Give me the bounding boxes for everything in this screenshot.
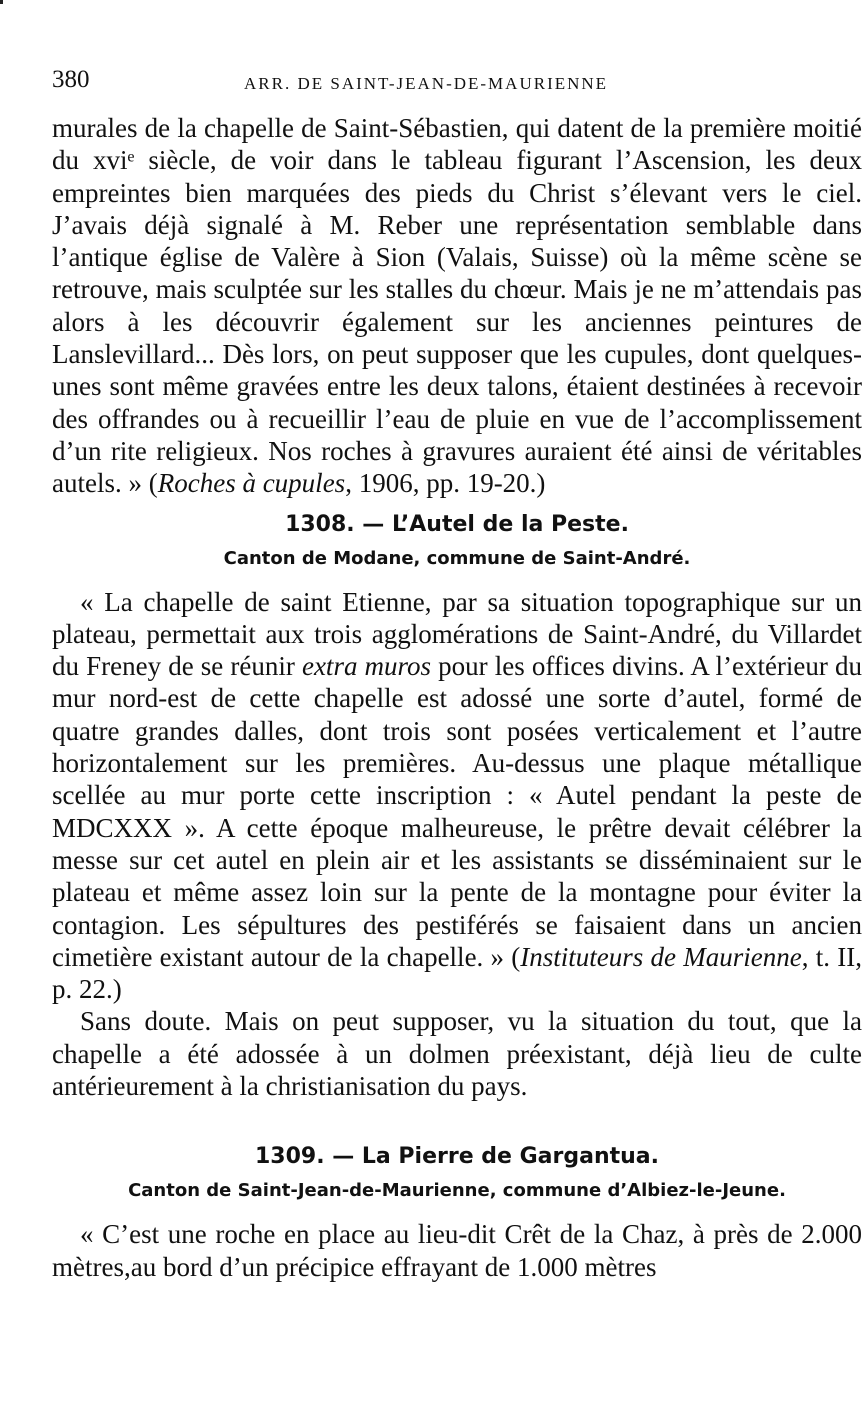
page-number: 380 xyxy=(52,66,90,93)
paragraph-continued-quote xyxy=(52,112,862,500)
citation-ref: , t. II, p. 22.) xyxy=(52,941,862,1005)
quote-text: murales de la chapelle de Saint-Sébastien, qui datent de la première moitié du xviᵉ siècle, de voir dans le tableau figurant l’Ascension, les deux empreintes bien marquées des pieds du Christ s’élevant vers le ciel. J’avais déjà signalé à M. Reber une représentation semblable dans l’antique église de Valère à Sion (Valais, Suisse) où la même scène se retrouve, mais sculptée sur les stalles du chœur. Mais je ne m’attendais pas alors à les découvrir également sur les anciennes peintures de Lanslevillard... Dès lors, on peut supposer que les cupules, dont quelques-unes sont même gravées entre les deux talons, étaient destinées à recevoir des offrandes ou à recueillir l’eau de pluie en vue de l’accomplissement d’un rite religieux. Nos roches à gravures auraient été ainsi de véritables autels. » ( xyxy=(52,113,862,499)
page-body xyxy=(52,112,862,1283)
citation-title: Roches à cupules xyxy=(157,468,346,499)
citation-title: Instituteurs de Maurienne xyxy=(520,941,802,972)
paragraph-1308-quote xyxy=(52,586,862,1006)
paragraph-1308-comment: Sans doute. Mais on peut supposer, vu la situation du tout, que la chapelle a été adossée à un dolmen préexistant, déjà lieu de culte antérieurement à la christianisation du pays. xyxy=(52,1006,862,1102)
citation-ref: , 1906, pp. 19-20.) xyxy=(345,468,546,499)
section-title-1309: 1309. — La Pierre de Gargantua. xyxy=(254,1144,659,1170)
section-title-1308: 1308. — L’Autel de la Peste. xyxy=(285,511,629,537)
running-head: ARR. DE SAINT-JEAN-DE-MAURIENNE xyxy=(244,74,609,93)
quote-text-b: pour les offices divins. A l’extérieur du mur nord-est de cette chapelle est adossé une sorte d’autel, formé de quatre grandes dalles, dont trois sont posées verticalement et l’autre horizontalement sur les premières. Au-dessus une plaque métallique scellée au mur porte cette inscription : « Autel pendant la peste de MDCXXX ». A cette époque malheureuse, le prêtre devait célébrer la messe sur cet autel en plein air et les assistants se disséminaient sur le plateau et même assez loin sur la pente de la montagne pour éviter la contagion. Les sépultures des pestiférés se faisaient dans un ancien cimetière existant autour de la chapelle. » ( xyxy=(52,651,862,972)
page-header xyxy=(52,66,862,102)
canton-line-1308: Canton de Modane, commune de Saint-André. xyxy=(223,547,691,569)
canton-line-1309: Canton de Saint-Jean-de-Maurienne, commune d’Albiez-le-Jeune. xyxy=(128,1180,786,1202)
italic-phrase: extra muros xyxy=(301,651,432,682)
scan-mark xyxy=(0,0,3,4)
paragraph-1309-quote: « C’est une roche en place au lieu-dit Crêt de la Chaz, à près de 2.000 mètres,au bord d’un précipice effrayant de 1.000 mètres xyxy=(52,1219,862,1282)
quote-text-a: « La chapelle de saint Etienne, par sa situation topographique sur un plateau, permettait aux trois agglomérations de Saint-André, du Villardet du Freney de se réunir xyxy=(52,586,862,682)
